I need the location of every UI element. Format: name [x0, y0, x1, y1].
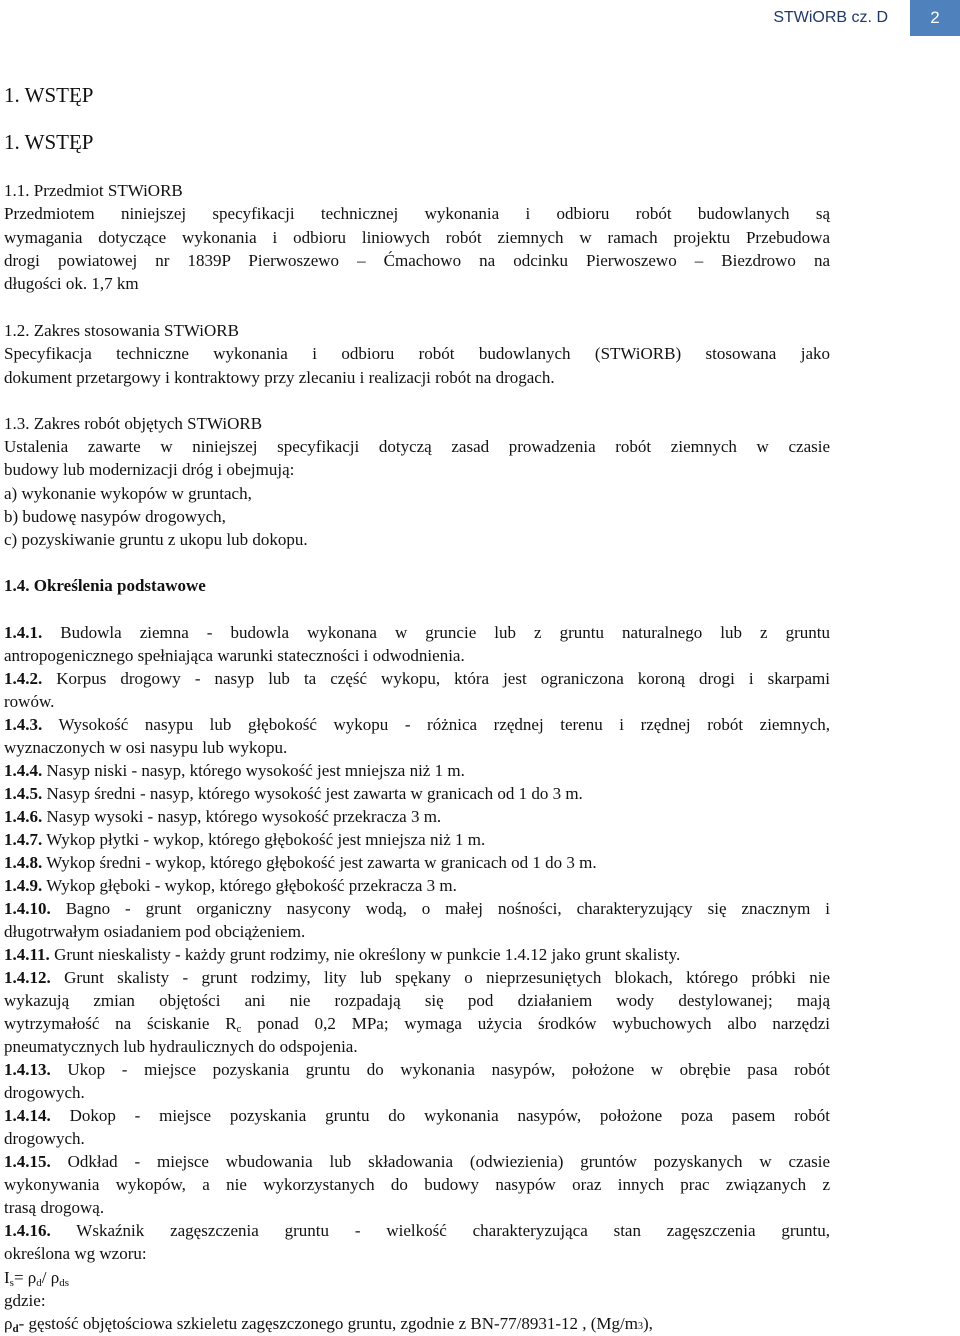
def-1-4-15-line-3: trasą drogową.	[4, 1198, 105, 1217]
def-num: 1.4.12.	[4, 968, 51, 987]
header-title: STWiORB cz. D	[773, 9, 888, 26]
def-num: 1.4.10.	[4, 899, 51, 918]
heading-wstep-1: 1. WSTĘP	[4, 83, 94, 107]
def-1-4-2-line-1	[4, 667, 830, 690]
def-num: 1.4.2.	[4, 669, 43, 688]
def-text: Ukop - miejsce pozyskania gruntu do wykonania nasypów, położone w obrębie pasa robót	[67, 1060, 830, 1079]
def-text: ponad 0,2 MPa; wymaga użycia środków wybuchowych albo narzędzi	[241, 1014, 830, 1033]
def-text: Grunt nieskalisty - każdy grunt rodzimy, nie określony w punkcie 1.4.12 jako grunt skalisty.	[54, 945, 681, 964]
def-text: Wykop średni - wykop, którego głębokość jest zawarta w granicach od 1 do 3 m.	[46, 853, 597, 872]
def-1-4-12-line-1	[4, 966, 830, 989]
formula-i: I	[4, 1268, 10, 1287]
legend-text: - gęstość objętościowa szkieletu zagęszczonego gruntu, zgodnie z BN-77/8931-12 , (Mg/m	[18, 1314, 638, 1333]
section-1-1-title: 1.1. Przedmiot STWiORB	[4, 181, 183, 200]
def-1-4-9	[4, 874, 457, 897]
def-text: Dokop - miejsce pozyskania gruntu do wykonania nasypów, położone poza pasem robót	[69, 1106, 830, 1125]
def-1-4-11	[4, 943, 680, 966]
s13-item-b: b) budowę nasypów drogowych,	[4, 507, 226, 526]
def-num: 1.4.14.	[4, 1106, 51, 1125]
def-num: 1.4.8.	[4, 853, 43, 872]
formula-sub-ds: ds	[59, 1277, 70, 1289]
def-1-4-12-line-3	[4, 1012, 830, 1035]
def-1-4-3-line-2: wyznaczonych w osi nasypu lub wykopu.	[4, 738, 288, 757]
def-text: Nasyp niski - nasyp, którego wysokość jest mniejsza niż 1 m.	[46, 761, 465, 780]
def-1-4-2-line-2: rowów.	[4, 692, 55, 711]
def-text: Budowla ziemna - budowla wykonana w gruncie lub z gruntu naturalnego lub z gruntu	[60, 623, 831, 642]
formula-sub-d: d	[36, 1277, 42, 1289]
def-1-4-13-line-2: drogowych.	[4, 1083, 85, 1102]
def-1-4-13-line-1	[4, 1058, 830, 1081]
def-1-4-10-line-1	[4, 897, 830, 920]
def-1-4-16-line-1	[4, 1219, 830, 1242]
legend-rho: ρ	[4, 1314, 13, 1333]
formula-rho: ρ	[50, 1268, 60, 1287]
def-text: Wykop płytki - wykop, którego głębokość jest mniejsza niż 1 m.	[46, 830, 486, 849]
def-text: Bagno - grunt organiczny nasycony wodą, o małej nośności, charakteryzujący się znacznym i	[65, 899, 831, 918]
gdzie-label: gdzie:	[4, 1291, 46, 1310]
def-num: 1.4.15.	[4, 1152, 51, 1171]
def-1-4-12-line-4: pneumatycznych lub hydraulicznych do odspojenia.	[4, 1037, 358, 1056]
def-text: Nasyp średni - nasyp, którego wysokość jest zawarta w granicach od 1 do 3 m.	[46, 784, 583, 803]
def-1-4-5	[4, 782, 583, 805]
def-1-4-10-line-2: długotrwałym osiadaniem pod obciążeniem.	[4, 922, 306, 941]
def-num: 1.4.1.	[4, 623, 43, 642]
formula-sub-s: s	[9, 1277, 14, 1289]
s13-item-a: a) wykonanie wykopów w gruntach,	[4, 484, 252, 503]
s11-line-4: długości ok. 1,7 km	[4, 274, 139, 293]
def-1-4-14-line-2: drogowych.	[4, 1129, 85, 1148]
def-num: 1.4.5.	[4, 784, 43, 803]
def-text: Korpus drogowy - nasyp lub ta część wykopu, która jest ograniczona koroną drogi i skarpami	[56, 669, 830, 688]
formula-slash: /	[41, 1268, 51, 1287]
def-1-4-1-line-1	[4, 621, 830, 644]
def-1-4-14-line-1	[4, 1104, 830, 1127]
def-text: Nasyp wysoki - nasyp, którego wysokość przekracza 3 m.	[46, 807, 442, 826]
def-1-4-15-line-2: wykonywania wykopów, a nie wykorzystanych do budowy nasypów oraz innych prac związanych z	[4, 1175, 830, 1194]
legend-sub-d: d	[12, 1323, 19, 1335]
def-1-4-7	[4, 828, 485, 851]
heading-wstep-2: 1. WSTĘP	[4, 130, 94, 154]
def-text: Wykop głęboki - wykop, którego głębokość przekracza 3 m.	[46, 876, 457, 895]
def-1-4-12-line-2: wykazują zmian objętości ani nie rozpadają się pod działaniem wody destylowanej; mają	[4, 991, 830, 1010]
def-num: 1.4.6.	[4, 807, 43, 826]
formula-eq: =	[13, 1268, 28, 1287]
s13-line-2: budowy lub modernizacji dróg i obejmują:	[4, 460, 295, 479]
s13-item-c: c) pozyskiwanie gruntu z ukopu lub dokopu.	[4, 530, 308, 549]
def-1-4-4	[4, 759, 465, 782]
def-1-4-6	[4, 805, 441, 828]
section-1-2-title: 1.2. Zakres stosowania STWiORB	[4, 321, 239, 340]
s14-title: 1.4. Określenia podstawowe	[4, 576, 206, 595]
def-text: Wysokość nasypu lub głębokość wykopu - różnica rzędnej terenu i rzędnej robót ziemnych,	[58, 715, 830, 734]
subscript-c: c	[236, 1023, 242, 1035]
s13-line-1: Ustalenia zawarte w niniejszej specyfikacji dotyczą zasad prowadzenia robót ziemnych w czasie	[4, 437, 830, 456]
legend-sup-3: 3	[638, 1321, 643, 1332]
def-1-4-3-line-1	[4, 713, 830, 736]
def-num: 1.4.16.	[4, 1221, 51, 1240]
def-1-4-1-line-2: antropogenicznego spełniająca warunki stateczności i odwodnienia.	[4, 646, 465, 665]
section-1-3-title: 1.3. Zakres robót objętych STWiORB	[4, 414, 263, 433]
s11-line-2: wymagania dotyczące wykonania i odbioru liniowych robót ziemnych w ramach projektu Przebudowa	[4, 228, 830, 247]
legend-rho-d	[4, 1312, 653, 1335]
def-1-4-8	[4, 851, 597, 874]
def-text: Wskaźnik zagęszczenia gruntu - wielkość charakteryzująca stan zagęszczenia gruntu,	[76, 1221, 830, 1240]
s11-line-1: Przedmiotem niniejszej specyfikacji technicznej wykonania i odbioru robót budowlanych są	[4, 204, 830, 223]
def-1-4-15-line-1	[4, 1150, 830, 1173]
s11-line-3: drogi powiatowej nr 1839P Pierwoszewo – Ćmachowo na odcinku Pierwoszewo – Biezdrowo na	[4, 251, 830, 270]
page-header	[773, 0, 960, 36]
section-1-4-title	[4, 574, 206, 597]
def-num: 1.4.4.	[4, 761, 43, 780]
def-text: Odkład - miejsce wbudowania lub składowania (odwiezienia) gruntów pozyskanych w czasie	[67, 1152, 831, 1171]
def-num: 1.4.11.	[4, 945, 50, 964]
formula-rho: ρ	[27, 1268, 37, 1287]
def-text: wytrzymałość na ściskanie R	[4, 1014, 237, 1033]
formula	[4, 1266, 69, 1289]
s12-line-2: dokument przetargowy i kontraktowy przy zlecaniu i realizacji robót na drogach.	[4, 368, 555, 387]
legend-end: ),	[643, 1314, 653, 1333]
def-num: 1.4.9.	[4, 876, 43, 895]
def-num: 1.4.7.	[4, 830, 43, 849]
def-num: 1.4.13.	[4, 1060, 51, 1079]
page-number: 2	[910, 0, 960, 36]
def-1-4-16-line-2: określona wg wzoru:	[4, 1244, 147, 1263]
def-text: Grunt skalisty - grunt rodzimy, lity lub spękany o nieprzesuniętych blokach, którego próbki nie	[64, 968, 831, 987]
def-num: 1.4.3.	[4, 715, 43, 734]
s12-line-1: Specyfikacja techniczne wykonania i odbioru robót budowlanych (STWiORB) stosowana jako	[4, 344, 830, 363]
